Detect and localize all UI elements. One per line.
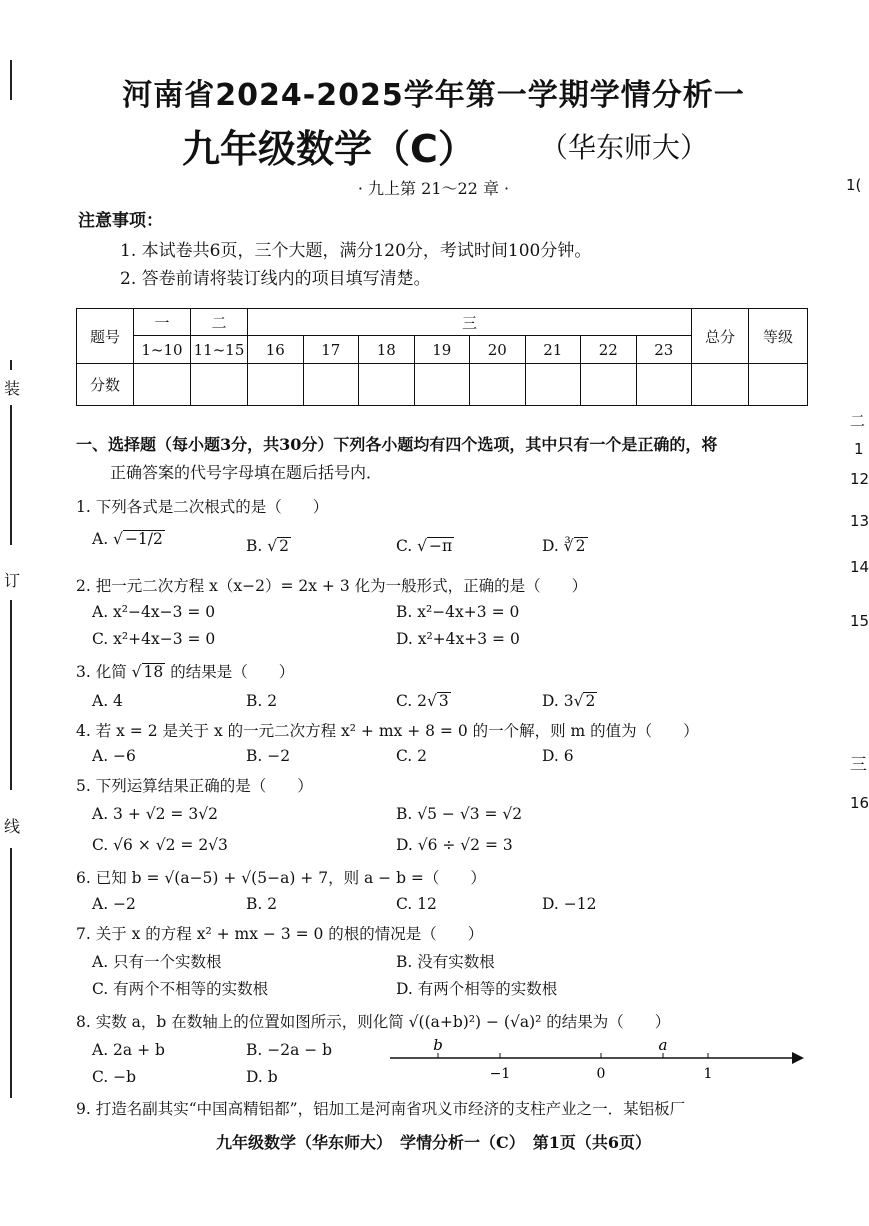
option-b: B. √ 2 xyxy=(246,537,290,555)
notice-heading: 注意事项： xyxy=(78,211,163,231)
question-number: 17 xyxy=(303,336,359,364)
section-instructions: 正确答案的代号字母填在题后括号内． xyxy=(110,463,383,482)
question-range: 11~15 xyxy=(191,336,248,364)
option-c: C. x²+4x−3 = 0 xyxy=(92,630,216,648)
score-cell[interactable] xyxy=(359,364,415,406)
question-number: 18 xyxy=(359,336,415,364)
option-c: C. −b xyxy=(92,1068,137,1086)
question-7: 7. 关于 x 的方程 x² + mx − 3 = 0 的根的情况是（ ） xyxy=(76,925,484,943)
question-1: 1. 下列各式是二次根式的是（ ） xyxy=(76,498,329,516)
option-a: A. −6 xyxy=(92,747,136,765)
tick-label: 0 xyxy=(596,1066,606,1082)
notice-item: 1. 本试卷共6页，三个大题，满分120分，考试时间100分钟。 xyxy=(120,241,592,261)
right-margin-fragment: 二 xyxy=(850,412,866,430)
binding-label-xian: 线 xyxy=(4,817,21,836)
option-d: D. x²+4x+3 = 0 xyxy=(396,630,520,648)
option-c: C. √6 × √2 = 2√3 xyxy=(92,836,228,854)
question-number: 23 xyxy=(636,336,692,364)
option-b: B. √5 − √3 = √2 xyxy=(396,805,523,823)
question-4: 4. 若 x = 2 是关于 x 的一元二次方程 x² + mx + 8 = 0 的一个解，则 m 的值为（ ） xyxy=(76,722,699,740)
option-d: D. 6 xyxy=(542,747,574,765)
point-label-a: a xyxy=(658,1036,668,1054)
score-cell[interactable] xyxy=(525,364,581,406)
question-6: 6. 已知 b = √(a−5) + √(5−a) + 7，则 a − b =（ ） xyxy=(76,869,486,887)
arrow-icon xyxy=(792,1052,804,1064)
score-cell[interactable] xyxy=(636,364,692,406)
notice-item: 2. 答卷前请将装订线内的项目填写清楚。 xyxy=(120,269,431,289)
table-row-label: 分数 xyxy=(77,364,134,406)
tick-label: −1 xyxy=(489,1066,511,1082)
option-d: D. −12 xyxy=(542,895,597,913)
option-a: A. x²−4x−3 = 0 xyxy=(92,603,216,621)
chapter-scope: · 九上第 21～22 章 · xyxy=(357,179,510,198)
question-5: 5. 下列运算结果正确的是（ ） xyxy=(76,777,313,795)
binding-label-ding: 订 xyxy=(4,571,21,590)
score-cell[interactable] xyxy=(303,364,359,406)
option-a: A. 4 xyxy=(92,692,123,710)
option-b: B. −2 xyxy=(246,747,291,765)
option-d: D. b xyxy=(246,1068,278,1086)
question-number: 21 xyxy=(525,336,581,364)
table-col-label: 题号 xyxy=(77,309,134,364)
right-margin-fragment: 12 xyxy=(850,470,869,488)
right-margin-fragment: 14 xyxy=(850,558,869,576)
option-a: A. 3 + √2 = 3√2 xyxy=(92,805,218,823)
binding-line xyxy=(10,405,12,545)
score-cell[interactable] xyxy=(581,364,637,406)
option-a: A. 只有一个实数根 xyxy=(92,953,222,971)
page-footer: 九年级数学（华东师大） 学情分析一（C） 第1页（共6页） xyxy=(215,1133,651,1152)
grade-header: 等级 xyxy=(749,309,808,364)
option-c: C. 2 xyxy=(396,747,428,765)
question-range: 1~10 xyxy=(134,336,191,364)
section-header: 二 xyxy=(191,309,248,336)
right-margin-fragment: 三 xyxy=(850,755,867,775)
option-a: A. √ −1/2 xyxy=(92,530,163,548)
score-cell[interactable] xyxy=(134,364,191,406)
question-2: 2. 把一元二次方程 x（x−2）= 2x + 3 化为一般形式，正确的是（ ） xyxy=(76,577,588,595)
option-b: B. 2 xyxy=(246,895,278,913)
score-cell[interactable] xyxy=(191,364,248,406)
section-header: 三 xyxy=(248,309,692,336)
tick-label: 1 xyxy=(703,1066,713,1082)
option-b: B. 没有实数根 xyxy=(396,953,495,971)
right-margin-fragment: 16 xyxy=(850,794,869,812)
question-number: 16 xyxy=(248,336,304,364)
question-9: 9. 打造名副其实“中国高精铝都”，铝加工是河南省巩义市经济的支柱产业之一．某铝板厂 xyxy=(76,1100,686,1118)
question-number: 22 xyxy=(581,336,637,364)
option-b: B. x²−4x+3 = 0 xyxy=(396,603,520,621)
score-cell[interactable] xyxy=(470,364,526,406)
question-number: 19 xyxy=(414,336,470,364)
option-a: A. 2a + b xyxy=(92,1041,165,1059)
binding-line xyxy=(10,848,12,1098)
score-cell[interactable] xyxy=(692,364,749,406)
option-c: C. 12 xyxy=(396,895,437,913)
question-number: 20 xyxy=(470,336,526,364)
exam-title: 河南省2024-2025学年第一学期学情分析一 xyxy=(122,78,745,113)
binding-line xyxy=(10,600,12,790)
option-b: B. 2 xyxy=(246,692,278,710)
subject-title: 九年级数学（C） xyxy=(182,127,476,171)
right-margin-fragment: 13 xyxy=(850,512,869,530)
score-cell[interactable] xyxy=(248,364,304,406)
option-c: C. 有两个不相等的实数根 xyxy=(92,980,269,998)
section-instructions: 一、选择题（每小题3分，共30分）下列各小题均有四个选项，其中只有一个是正确的，将 xyxy=(76,435,718,454)
option-b: B. −2a − b xyxy=(246,1041,333,1059)
option-d: D. √6 ÷ √2 = 3 xyxy=(396,836,513,854)
option-c: C. 2√ 3 xyxy=(396,692,449,710)
option-c: C. √ −π xyxy=(396,537,453,555)
right-margin-fragment: 1( xyxy=(846,176,862,194)
score-table xyxy=(76,308,808,406)
score-cell[interactable] xyxy=(414,364,470,406)
option-d: D. 有两个相等的实数根 xyxy=(396,980,558,998)
number-line xyxy=(388,1036,808,1086)
option-d: D. ∛ 2 xyxy=(542,537,586,555)
question-8: 8. 实数 a，b 在数轴上的位置如图所示，则化简 √((a+b)²) − (√a)² 的结果为（ ） xyxy=(76,1013,671,1031)
score-cell[interactable] xyxy=(749,364,808,406)
right-margin-fragment: 15 xyxy=(850,612,869,630)
right-margin-fragment: 1 xyxy=(854,440,864,458)
binding-line xyxy=(10,360,12,370)
option-a: A. −2 xyxy=(92,895,136,913)
binding-label-zhuang: 装 xyxy=(4,379,21,398)
point-label-b: b xyxy=(433,1036,443,1054)
question-3: 3. 化简 √ 18 的结果是（ ） xyxy=(76,663,295,681)
option-d: D. 3√ 2 xyxy=(542,692,596,710)
section-header: 一 xyxy=(134,309,191,336)
total-header: 总分 xyxy=(692,309,749,364)
edition-label: （华东师大） xyxy=(540,131,709,164)
